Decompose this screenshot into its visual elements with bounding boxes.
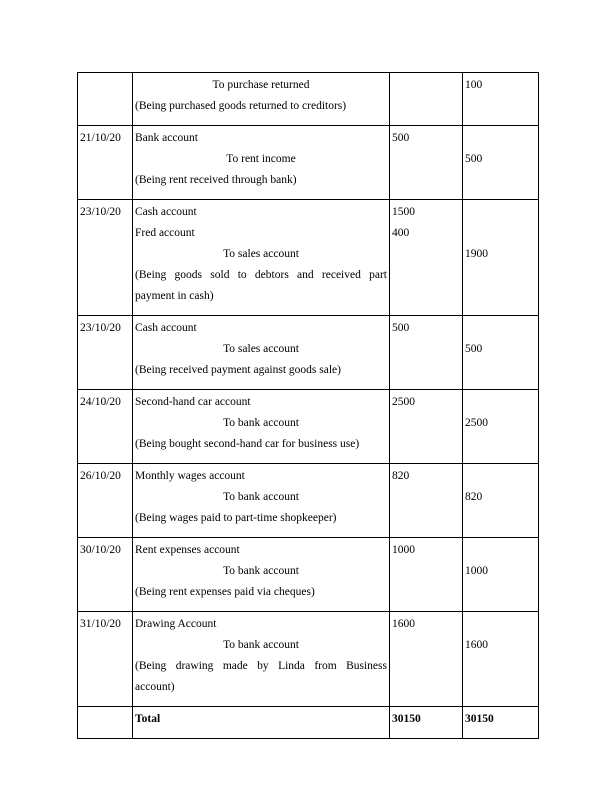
credit-amount: 500 xyxy=(465,153,483,165)
credit-cell xyxy=(463,612,539,707)
debit-amount: 500 xyxy=(392,322,410,334)
particulars-cell xyxy=(133,126,390,200)
debit-amount: 1000 xyxy=(392,544,415,556)
debit-amount-2: 400 xyxy=(392,227,410,239)
particulars-cell xyxy=(133,538,390,612)
journal-entry-row xyxy=(78,464,539,538)
date-cell: 30/10/20 xyxy=(78,538,133,612)
date-cell: 24/10/20 xyxy=(78,390,133,464)
debit-amount: 820 xyxy=(392,470,410,482)
debit-account: Rent expenses account xyxy=(135,544,240,556)
total-label: Total xyxy=(133,707,390,739)
journal-entry-row xyxy=(78,612,539,707)
credit-cell xyxy=(463,538,539,612)
narration: (Being drawing made by Linda from Business account) xyxy=(135,660,387,693)
credit-amount: 820 xyxy=(465,491,483,503)
narration: (Being received payment against goods sale) xyxy=(135,364,341,376)
date-cell: 23/10/20 xyxy=(78,200,133,316)
narration: (Being purchased goods returned to creditors) xyxy=(135,100,347,112)
debit-account: Monthly wages account xyxy=(135,470,245,482)
journal-entry-row xyxy=(78,73,539,126)
debit-account-2: Fred account xyxy=(135,227,195,239)
debit-account: Cash account xyxy=(135,322,197,334)
total-credit: 30150 xyxy=(463,707,539,739)
particulars-cell xyxy=(133,390,390,464)
date-cell: 21/10/20 xyxy=(78,126,133,200)
journal-entry-row xyxy=(78,390,539,464)
debit-cell xyxy=(390,200,463,316)
date-cell: 26/10/20 xyxy=(78,464,133,538)
debit-cell xyxy=(390,612,463,707)
credit-amount: 100 xyxy=(465,79,483,91)
debit-amount: 2500 xyxy=(392,396,415,408)
debit-cell xyxy=(390,464,463,538)
credit-amount: 1900 xyxy=(465,248,488,260)
credit-cell xyxy=(463,390,539,464)
credit-account: To sales account xyxy=(223,343,299,355)
credit-cell xyxy=(463,200,539,316)
particulars-cell xyxy=(133,316,390,390)
particulars-cell xyxy=(133,464,390,538)
journal-entry-row xyxy=(78,316,539,390)
narration: (Being rent received through bank) xyxy=(135,174,297,186)
debit-cell xyxy=(390,538,463,612)
debit-cell xyxy=(390,126,463,200)
date-cell: 23/10/20 xyxy=(78,316,133,390)
date-cell xyxy=(78,707,133,739)
credit-account: To purchase returned xyxy=(212,79,310,91)
credit-account: To bank account xyxy=(223,417,299,429)
total-debit: 30150 xyxy=(390,707,463,739)
narration: (Being rent expenses paid via cheques) xyxy=(135,586,315,598)
journal-entry-row xyxy=(78,126,539,200)
credit-cell xyxy=(463,126,539,200)
debit-amount: 1600 xyxy=(392,618,415,630)
credit-cell xyxy=(463,73,539,126)
credit-cell xyxy=(463,464,539,538)
date-cell xyxy=(78,73,133,126)
particulars-cell xyxy=(133,612,390,707)
particulars-cell xyxy=(133,200,390,316)
debit-cell xyxy=(390,73,463,126)
debit-amount: 1500 xyxy=(392,206,415,218)
debit-cell xyxy=(390,316,463,390)
credit-cell xyxy=(463,316,539,390)
journal-table xyxy=(77,72,539,739)
credit-account: To rent income xyxy=(226,153,296,165)
credit-amount: 1000 xyxy=(465,565,488,577)
debit-account: Bank account xyxy=(135,132,198,144)
narration: (Being goods sold to debtors and received part payment in cash) xyxy=(135,269,387,302)
credit-amount: 1600 xyxy=(465,639,488,651)
particulars-cell xyxy=(133,73,390,126)
journal-entry-row xyxy=(78,200,539,316)
debit-account: Second-hand car account xyxy=(135,396,251,408)
credit-amount: 2500 xyxy=(465,417,488,429)
debit-account: Drawing Account xyxy=(135,618,217,630)
date-cell: 31/10/20 xyxy=(78,612,133,707)
credit-account: To bank account xyxy=(223,491,299,503)
total-row xyxy=(78,707,539,739)
debit-amount: 500 xyxy=(392,132,410,144)
narration: (Being bought second-hand car for business use) xyxy=(135,438,360,450)
journal-entry-row xyxy=(78,538,539,612)
credit-account: To bank account xyxy=(223,565,299,577)
credit-account: To sales account xyxy=(223,248,299,260)
debit-cell xyxy=(390,390,463,464)
credit-amount: 500 xyxy=(465,343,483,355)
debit-account: Cash account xyxy=(135,206,197,218)
credit-account: To bank account xyxy=(223,639,299,651)
narration: (Being wages paid to part-time shopkeeper) xyxy=(135,512,337,524)
